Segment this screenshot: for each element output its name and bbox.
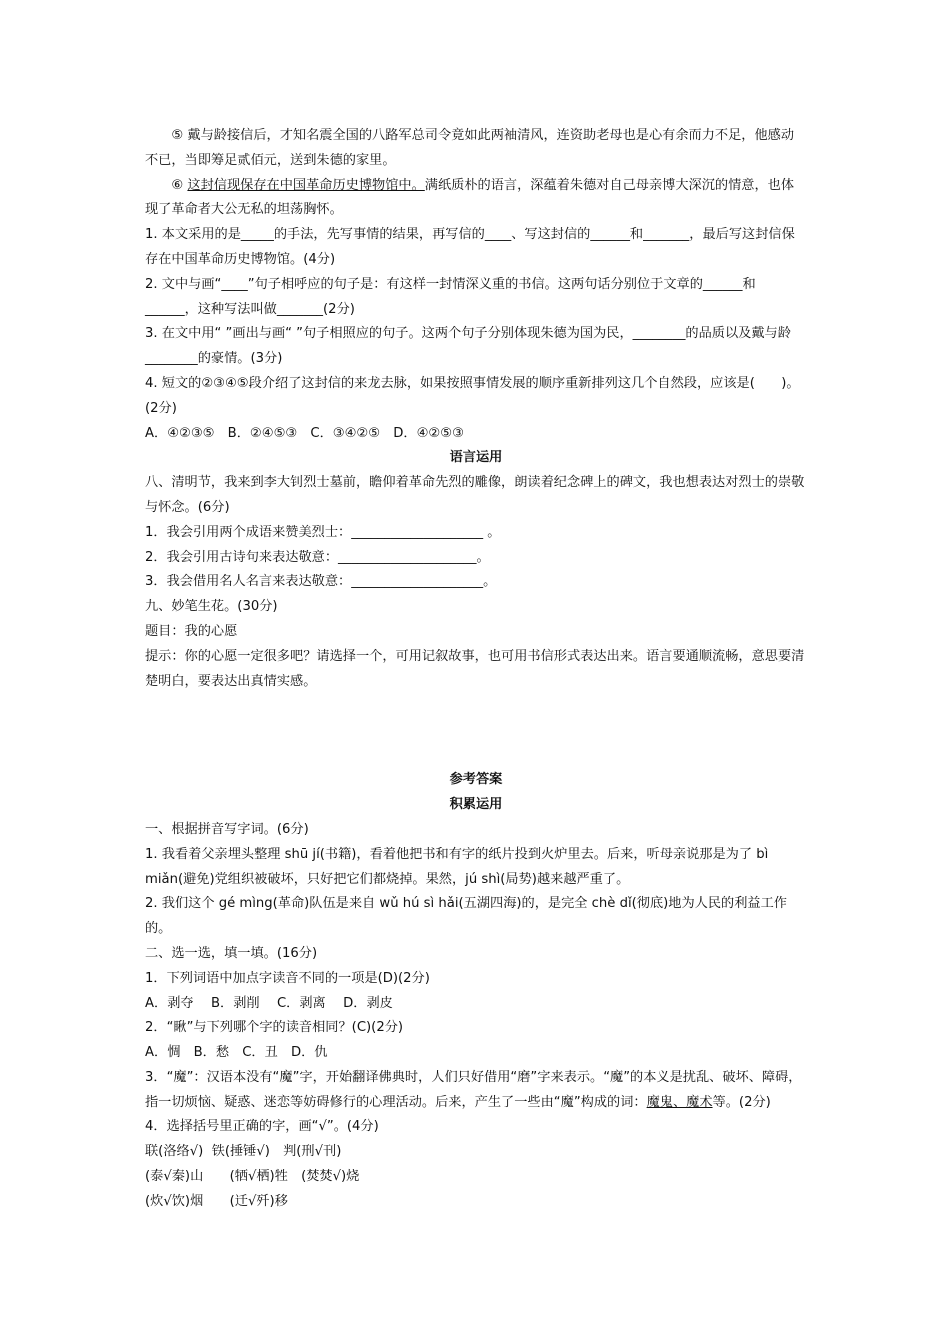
answer-2-1-options: A．剥夺 B．剥削 C．剥离 D．剥皮 [145,995,393,1011]
answer-2-4-row-1: 联(洛络√) 铁(捶锤√) 判(刑√刊) [145,1144,342,1160]
answer-2-2: 2．“瞅”与下列哪个字的读音相同？(C)(2分) [145,1020,404,1036]
paragraph-6 [145,174,807,224]
question-9-tip: 提示：你的心愿一定很多吧？请选择一个，可用记叙故事，也可用书信形式表达出来。语言要通顺流畅，意思要清楚明白，要表达出真情实感。 [145,648,805,689]
answer-2-1: 1．下列词语中加点字读音不同的一项是(D)(2分) [145,970,430,986]
question-8: 八、清明节，我来到李大钊烈士墓前，瞻仰着革命先烈的雕像，朗读着纪念碑上的碑文，我也想表达对烈士的崇敬与怀念。(6分) [145,475,805,515]
paragraph-5: ⑤ 戴与龄接信后，才知名震全国的八路军总司令竟如此两袖清风，连资助老母也是心有余而力不足，他感动不已，当即筹足贰佰元，送到朱德的家里。 [145,128,795,168]
answer-2-4-row-3: (炊√饮)烟 (迁√歼)移 [145,1193,288,1209]
answer-2-3-end: 等。(2分) [712,1094,771,1110]
question-3: 3. 在文中用“ ”画出与画“ ”句子相照应的句子。这两个句子分别体现朱德为国为民，________的品质以及戴与龄________的豪情。(3分) [145,326,791,367]
paragraph-6-rest: 满纸质朴的语言，深蕴着朱德对自己母亲博大深沉的情意，也体现了革命者大公无私的坦荡胸怀。 [145,177,795,218]
answer-2-2-options: A．惆 B．愁 C．丑 D．仇 [145,1045,328,1061]
question-8-1: 1．我会引用两个成语来赞美烈士：____________________ 。 [145,524,501,540]
underlined-sentence: 这封信现保存在中国革命历史博物馆中。 [187,177,425,193]
spacer [145,694,807,768]
answers-heading: 参考答案 [449,772,503,788]
question-4-options: A．④②③⑤ B．②④⑤③ C．③④②⑤ D．④②⑤③ [145,425,464,441]
answer-2-4-row-2: (泰√秦)山 (牺√栖)牲 (焚焚√)烧 [145,1169,360,1185]
answer-section-2: 二、选一选，填一填。(16分) [145,945,318,961]
section-heading-language: 语言运用 [449,450,503,466]
answers-subheading: 积累运用 [449,797,503,813]
question-4: 4. 短文的②③④⑤段介绍了这封信的来龙去脉，如果按照事情发展的顺序重新排列这几个自然段，应该是( )。(2分) [145,375,800,416]
answer-section-1: 一、根据拼音写字词。(6分) [145,821,309,837]
answer-2-4: 4．选择括号里正确的字，画“√”。(4分) [145,1119,379,1135]
answer-2-3-underlined: 魔鬼、魔术 [646,1094,713,1110]
question-2: 2. 文中与画“____”句子相呼应的句子是：有这样一封情深义重的书信。这两句话分别位于文章的______和______，这种写法叫做_______(2分) [145,276,756,317]
answer-1-1: 1. 我看着父亲埋头整理 shū jí(书籍)，看着他把书和有字的纸片投到火炉里去。后来，听母亲说那是为了 bì miǎn(避免)党组织被破坏，只好把它们都烧掉。果然，jú shì(局势)越来越严重了。 [145,846,769,887]
paragraph-6-number: ⑥ [171,177,188,193]
question-9: 九、妙笔生花。(30分) [145,599,278,615]
answer-1-2: 2. 我们这个 gé mìng(革命)队伍是来自 wǔ hú sì hǎi(五湖四海)的，是完全 chè dǐ(彻底)地为人民的利益工作的。 [145,896,787,937]
question-8-3: 3．我会借用名人名言来表达敬意：____________________。 [145,574,497,590]
document-page [145,124,807,1215]
answer-2-3 [145,1066,807,1116]
answer-2-3-text: 3．“魔”：汉语本没有“魔”字，开始翻译佛典时，人们只好借用“磨”字来表示。“魔”的本义是扰乱、破坏、障碍，指一切烦恼、疑惑、迷恋等妨碍修行的心理活动。后来，产生了一些由“魔”构成的词： [145,1069,802,1110]
question-1: 1. 本文采用的是_____的手法，先写事情的结果，再写信的____、写这封信的______和_______，最后写这封信保存在中国革命历史博物馆。(4分) [145,227,795,267]
question-9-title: 题目：我的心愿 [145,623,238,639]
question-8-2: 2．我会引用古诗句来表达敬意：_____________________。 [145,549,490,565]
